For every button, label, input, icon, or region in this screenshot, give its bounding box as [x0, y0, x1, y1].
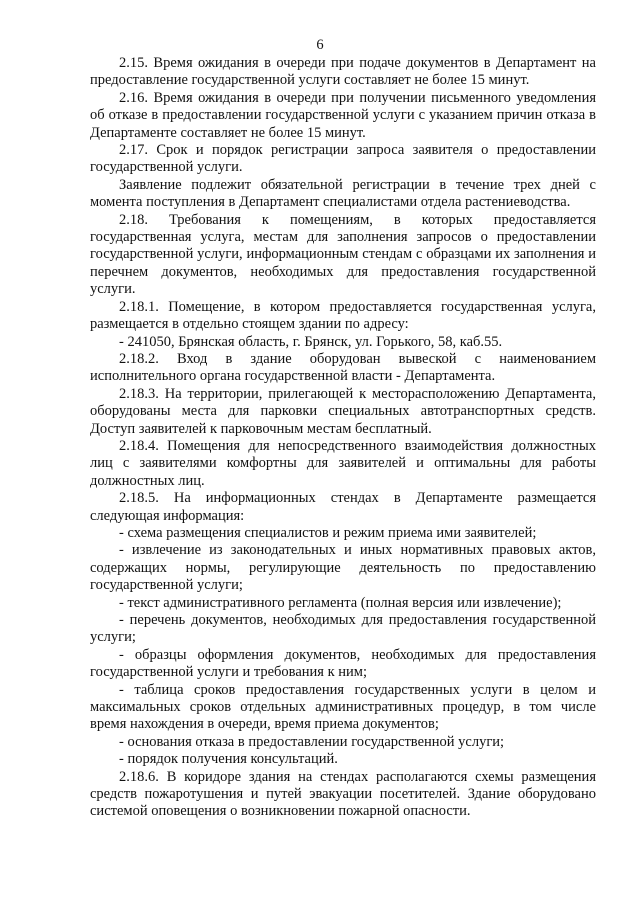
list-item-deadlines-table: - таблица сроков предоставления государственных услуги в целом и максимальных сроков отдельных административных процедур, в том числе время нахождения в очереди, время приема документов;: [90, 681, 596, 733]
list-item-refusal-grounds: - основания отказа в предоставлении государственной услуги;: [119, 733, 505, 750]
list-item-specialists-scheme: - схема размещения специалистов и режим приема ими заявителей;: [119, 524, 537, 541]
paragraph-2-17: 2.17. Срок и порядок регистрации запроса заявителя о предоставлении государственной услуги.: [90, 142, 596, 176]
document-body: [90, 55, 596, 821]
list-item-legal-extract: - извлечение из законодательных и иных нормативных правовых актов, содержащих нормы, регулирующие деятельность по предоставлению государственной услуги;: [90, 542, 596, 594]
paragraph-2-18: 2.18. Требования к помещениям, в которых предоставляется государственная услуга, местам для заполнения запросов о предоставлении государственной услуги, информационным стендам с образцами их заполнения и перечнем документов, необходимых для предоставления государственной услуги.: [90, 211, 596, 298]
paragraph-2-18-6: 2.18.6. В коридоре здания на стендах располагаются схемы размещения средств пожаротушения и путей эвакуации посетителей. Здание оборудовано системой оповещения о возникновении пожарной опасности.: [90, 768, 596, 820]
paragraph-2-18-2: 2.18.2. Вход в здание оборудован вывеской с наименованием исполнительного органа государственной власти - Департамента.: [90, 350, 596, 385]
paragraph-address: - 241050, Брянская область, г. Брянск, ул. Горького, 58, каб.55.: [119, 333, 503, 350]
paragraph-2-18-4: 2.18.4. Помещения для непосредственного взаимодействия должностных лиц с заявителями комфортны для заявителей и оптимальны для работы должностных лиц.: [90, 437, 596, 489]
list-item-document-samples: - образцы оформления документов, необходимых для предоставления государственной услуги и требования к ним;: [90, 646, 596, 681]
paragraph-2-18-1: 2.18.1. Помещение, в котором предоставляется государственная услуга, размещается в отдельно стоящем здании по адресу:: [90, 298, 596, 333]
paragraph-2-18-3: 2.18.3. На территории, прилегающей к месторасположению Департамента, оборудованы места для парковки специальных автотранспортных средств. Доступ заявителей к парковочным местам бесплатный.: [90, 385, 596, 437]
paragraph-2-18-5: 2.18.5. На информационных стендах в Департаменте размещается следующая информация:: [90, 490, 596, 524]
paragraph-registration: Заявление подлежит обязательной регистрации в течение трех дней с момента поступления в Департамент специалистами отдела растениеводства.: [90, 176, 596, 211]
paragraph-2-16: 2.16. Время ожидания в очереди при получении письменного уведомления об отказе в предоставлении государственной услуги с указанием причин отказа в Департаменте составляет не более 15 минут.: [90, 89, 596, 141]
list-item-document-list: - перечень документов, необходимых для предоставления государственной услуги;: [90, 612, 596, 646]
paragraph-2-15: 2.15. Время ожидания в очереди при подаче документов в Департамент на предоставление государственной услуги составляет не более 15 минут.: [90, 55, 596, 89]
page-number: 6: [316, 37, 324, 53]
list-item-consultation-procedure: - порядок получения консультаций.: [119, 751, 338, 768]
list-item-regulation-text: - текст административного регламента (полная версия или извлечение);: [119, 594, 562, 611]
